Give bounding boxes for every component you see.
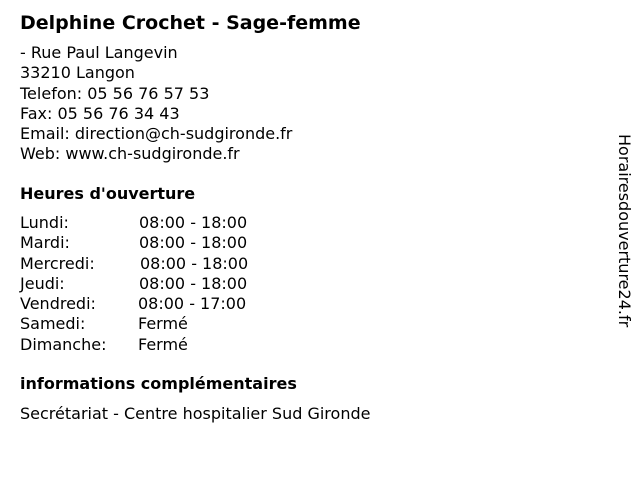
hours-value: 08:00 - 18:00 (140, 253, 249, 273)
day-label: Mercredi: (20, 253, 95, 273)
day-label: Vendredi: (20, 294, 96, 314)
address-city: 33210 Langon (20, 63, 135, 83)
fax-number: Fax: 05 56 76 34 43 (20, 103, 180, 123)
day-label: Dimanche: (20, 334, 107, 354)
hours-value: 08:00 - 18:00 (139, 213, 248, 232)
hours-value: 08:00 - 17:00 (138, 294, 247, 314)
hours-value: Fermé (138, 334, 188, 354)
address-block (20, 43, 292, 165)
info-text: Secrétariat - Centre hospitalier Sud Gironde (20, 404, 371, 423)
day-label: Lundi: (20, 213, 69, 232)
page-title: Delphine Crochet - Sage-femme (20, 12, 361, 34)
website-address: Web: www.ch-sudgironde.fr (20, 144, 240, 164)
day-label: Samedi: (20, 314, 86, 334)
hours-value: 08:00 - 18:00 (139, 233, 248, 253)
email-address: Email: direction@ch-sudgironde.fr (20, 124, 293, 144)
hours-value: Fermé (138, 314, 188, 334)
day-label: Mardi: (20, 233, 70, 253)
address-street: - Rue Paul Langevin (20, 43, 178, 62)
phone-number: Telefon: 05 56 76 57 53 (20, 83, 210, 103)
site-watermark: Horairesdouverture24.fr (615, 134, 634, 328)
hours-heading: Heures d'ouverture (20, 184, 196, 203)
info-heading: informations complémentaires (20, 374, 297, 393)
hours-value: 08:00 - 18:00 (139, 273, 248, 293)
day-label: Jeudi: (20, 273, 65, 293)
